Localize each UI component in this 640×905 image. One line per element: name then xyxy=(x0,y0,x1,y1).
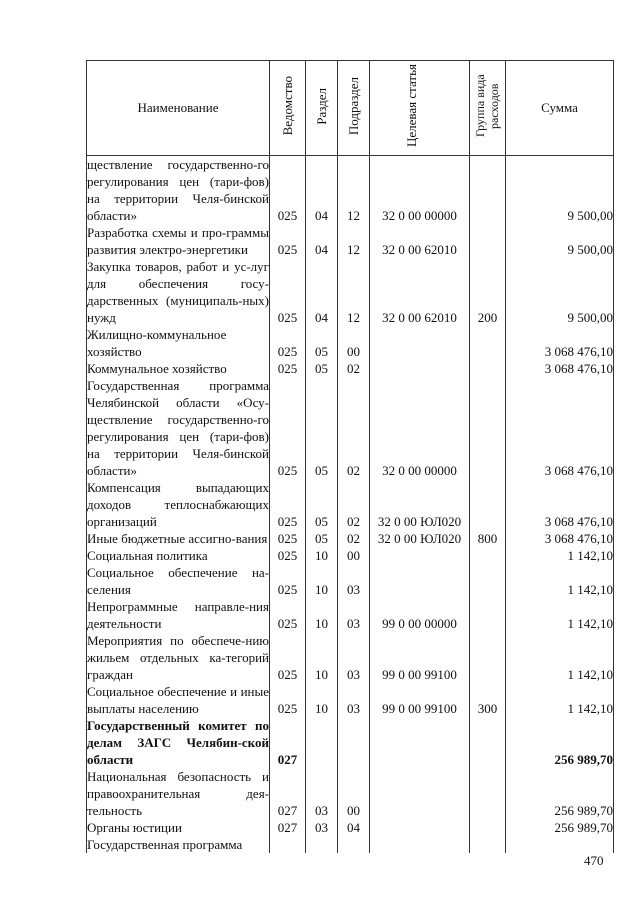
row-name: Компенсация выпадающих доходов теплоснабжающих организаций xyxy=(87,480,269,529)
header-target-label: Целевая статья xyxy=(403,64,419,148)
row-target xyxy=(370,768,470,819)
row-section: 10 xyxy=(306,632,338,683)
row-target: 99 0 00 99100 xyxy=(370,683,470,717)
row-dept: 025 xyxy=(270,479,306,530)
header-group-label: Группа вида расходов xyxy=(472,74,501,138)
row-section xyxy=(306,717,338,768)
header-group xyxy=(470,61,506,156)
header-sum xyxy=(506,61,614,156)
row-section: 05 xyxy=(306,377,338,479)
table-row xyxy=(87,360,614,377)
row-name: Коммунальное хозяйство xyxy=(87,360,270,377)
row-name: Мероприятия по обеспече-нию жильем отдельных ка-тегорий граждан xyxy=(87,633,269,682)
row-section: 03 xyxy=(306,819,338,836)
row-target xyxy=(370,326,470,360)
row-sum: 256 989,70 xyxy=(506,819,614,836)
row-section: 03 xyxy=(306,768,338,819)
row-name: Иные бюджетные ассигно-вания xyxy=(87,530,270,547)
row-name: Разработка схемы и про-граммы развития электро-энергетики xyxy=(87,225,269,257)
row-dept: 025 xyxy=(270,598,306,632)
row-group xyxy=(470,564,506,598)
table-row xyxy=(87,530,614,547)
table-header-row xyxy=(87,61,614,156)
header-subsection-label: Подраздел xyxy=(345,76,361,136)
row-sum: 256 989,70 xyxy=(506,768,614,819)
row-group xyxy=(470,156,506,225)
row-name: Социальное обеспечение и иные выплаты населению xyxy=(87,684,269,716)
row-subsection: 00 xyxy=(338,547,370,564)
row-section: 05 xyxy=(306,326,338,360)
row-section: 10 xyxy=(306,683,338,717)
row-sum: 256 989,70 xyxy=(506,717,614,768)
row-target xyxy=(370,547,470,564)
row-name: Социальная политика xyxy=(87,547,270,564)
row-target: 32 0 00 62010 xyxy=(370,258,470,326)
header-name-label: Наименование xyxy=(137,100,219,115)
row-name: Государственный комитет по делам ЗАГС Челябин-ской области xyxy=(87,718,269,767)
row-dept: 025 xyxy=(270,564,306,598)
row-target: 32 0 00 62010 xyxy=(370,224,470,258)
row-dept: 025 xyxy=(270,632,306,683)
row-group xyxy=(470,479,506,530)
row-dept xyxy=(270,836,306,853)
row-sum xyxy=(506,836,614,853)
table-row xyxy=(87,598,614,632)
row-group xyxy=(470,632,506,683)
table-row xyxy=(87,632,614,683)
row-name: Жилищно-коммунальное хозяйство xyxy=(87,326,270,360)
row-dept: 025 xyxy=(270,326,306,360)
row-dept: 025 xyxy=(270,530,306,547)
row-target: 99 0 00 99100 xyxy=(370,632,470,683)
table-row xyxy=(87,258,614,326)
row-name: Национальная безопасность и правоохранительная дея-тельность xyxy=(87,769,269,818)
row-section: 05 xyxy=(306,479,338,530)
table-row xyxy=(87,836,614,853)
table-row xyxy=(87,564,614,598)
row-section: 10 xyxy=(306,547,338,564)
row-target: 99 0 00 00000 xyxy=(370,598,470,632)
row-subsection xyxy=(338,717,370,768)
row-section: 04 xyxy=(306,156,338,225)
header-section xyxy=(306,61,338,156)
table-body xyxy=(87,156,614,854)
row-name: ществление государственно-го регулирования цен (тари-фов) на территории Челя-бинской области» xyxy=(87,157,269,223)
row-subsection: 12 xyxy=(338,258,370,326)
header-dept xyxy=(270,61,306,156)
row-sum: 9 500,00 xyxy=(506,224,614,258)
table-row xyxy=(87,326,614,360)
header-target xyxy=(370,61,470,156)
row-name: Государственная программа Челябинской области «Осу-ществление государственно-го регулирования цен (тари-фов) на территории Челя-бинской области» xyxy=(87,378,269,478)
row-group: 200 xyxy=(470,258,506,326)
row-subsection: 02 xyxy=(338,377,370,479)
row-group xyxy=(470,360,506,377)
row-group xyxy=(470,377,506,479)
row-group xyxy=(470,326,506,360)
header-sum-label: Сумма xyxy=(541,100,578,115)
row-subsection: 02 xyxy=(338,479,370,530)
row-subsection: 12 xyxy=(338,156,370,225)
table-row xyxy=(87,547,614,564)
row-dept: 025 xyxy=(270,156,306,225)
row-name: Социальное обеспечение на-селения xyxy=(87,565,269,597)
row-section: 10 xyxy=(306,598,338,632)
row-sum: 3 068 476,10 xyxy=(506,326,614,360)
row-dept: 025 xyxy=(270,224,306,258)
row-target: 32 0 00 ЮЛ020 xyxy=(370,479,470,530)
row-dept: 025 xyxy=(270,547,306,564)
row-group xyxy=(470,224,506,258)
row-target: 32 0 00 ЮЛ020 xyxy=(370,530,470,547)
row-section: 04 xyxy=(306,258,338,326)
header-name xyxy=(87,61,270,156)
row-dept: 027 xyxy=(270,717,306,768)
table-row xyxy=(87,224,614,258)
row-dept: 027 xyxy=(270,819,306,836)
row-subsection: 00 xyxy=(338,768,370,819)
row-subsection: 03 xyxy=(338,598,370,632)
table-row xyxy=(87,156,614,225)
row-dept: 025 xyxy=(270,683,306,717)
row-subsection: 00 xyxy=(338,326,370,360)
row-sum: 3 068 476,10 xyxy=(506,479,614,530)
page-number: 470 xyxy=(584,853,604,868)
row-sum: 3 068 476,10 xyxy=(506,530,614,547)
row-section: 05 xyxy=(306,530,338,547)
table-row xyxy=(87,683,614,717)
header-dept-label: Ведомство xyxy=(279,76,295,136)
row-target xyxy=(370,360,470,377)
row-group xyxy=(470,717,506,768)
row-dept: 027 xyxy=(270,768,306,819)
table-row xyxy=(87,377,614,479)
row-section: 10 xyxy=(306,564,338,598)
row-sum: 9 500,00 xyxy=(506,156,614,225)
row-section: 04 xyxy=(306,224,338,258)
row-subsection xyxy=(338,836,370,853)
row-sum: 1 142,10 xyxy=(506,632,614,683)
row-subsection: 03 xyxy=(338,632,370,683)
row-sum: 1 142,10 xyxy=(506,547,614,564)
row-group xyxy=(470,547,506,564)
row-group xyxy=(470,768,506,819)
row-dept: 025 xyxy=(270,377,306,479)
row-dept: 025 xyxy=(270,360,306,377)
row-sum: 1 142,10 xyxy=(506,598,614,632)
row-sum: 3 068 476,10 xyxy=(506,360,614,377)
row-subsection: 04 xyxy=(338,819,370,836)
row-sum: 3 068 476,10 xyxy=(506,377,614,479)
row-name: Непрограммные направле-ния деятельности xyxy=(87,599,269,631)
row-subsection: 02 xyxy=(338,360,370,377)
row-target xyxy=(370,819,470,836)
row-subsection: 03 xyxy=(338,683,370,717)
row-subsection: 12 xyxy=(338,224,370,258)
row-sum: 1 142,10 xyxy=(506,564,614,598)
table-row xyxy=(87,717,614,768)
row-target xyxy=(370,717,470,768)
header-section-label: Раздел xyxy=(313,87,329,125)
row-target xyxy=(370,836,470,853)
row-target xyxy=(370,564,470,598)
row-group xyxy=(470,836,506,853)
row-group xyxy=(470,598,506,632)
row-subsection: 02 xyxy=(338,530,370,547)
row-section: 05 xyxy=(306,360,338,377)
row-group xyxy=(470,819,506,836)
row-name: Органы юстиции xyxy=(87,819,270,836)
table-row xyxy=(87,768,614,819)
row-dept: 025 xyxy=(270,258,306,326)
row-section xyxy=(306,836,338,853)
row-group: 300 xyxy=(470,683,506,717)
row-subsection: 03 xyxy=(338,564,370,598)
row-sum: 1 142,10 xyxy=(506,683,614,717)
table-row xyxy=(87,819,614,836)
table-row xyxy=(87,479,614,530)
row-target: 32 0 00 00000 xyxy=(370,156,470,225)
header-subsection xyxy=(338,61,370,156)
row-target: 32 0 00 00000 xyxy=(370,377,470,479)
row-group: 800 xyxy=(470,530,506,547)
row-sum: 9 500,00 xyxy=(506,258,614,326)
row-name: Закупка товаров, работ и ус-луг для обеспечения госу-дарственных (муниципаль-ных) нужд xyxy=(87,259,269,325)
budget-table xyxy=(86,60,614,853)
row-name: Государственная программа xyxy=(87,836,270,853)
